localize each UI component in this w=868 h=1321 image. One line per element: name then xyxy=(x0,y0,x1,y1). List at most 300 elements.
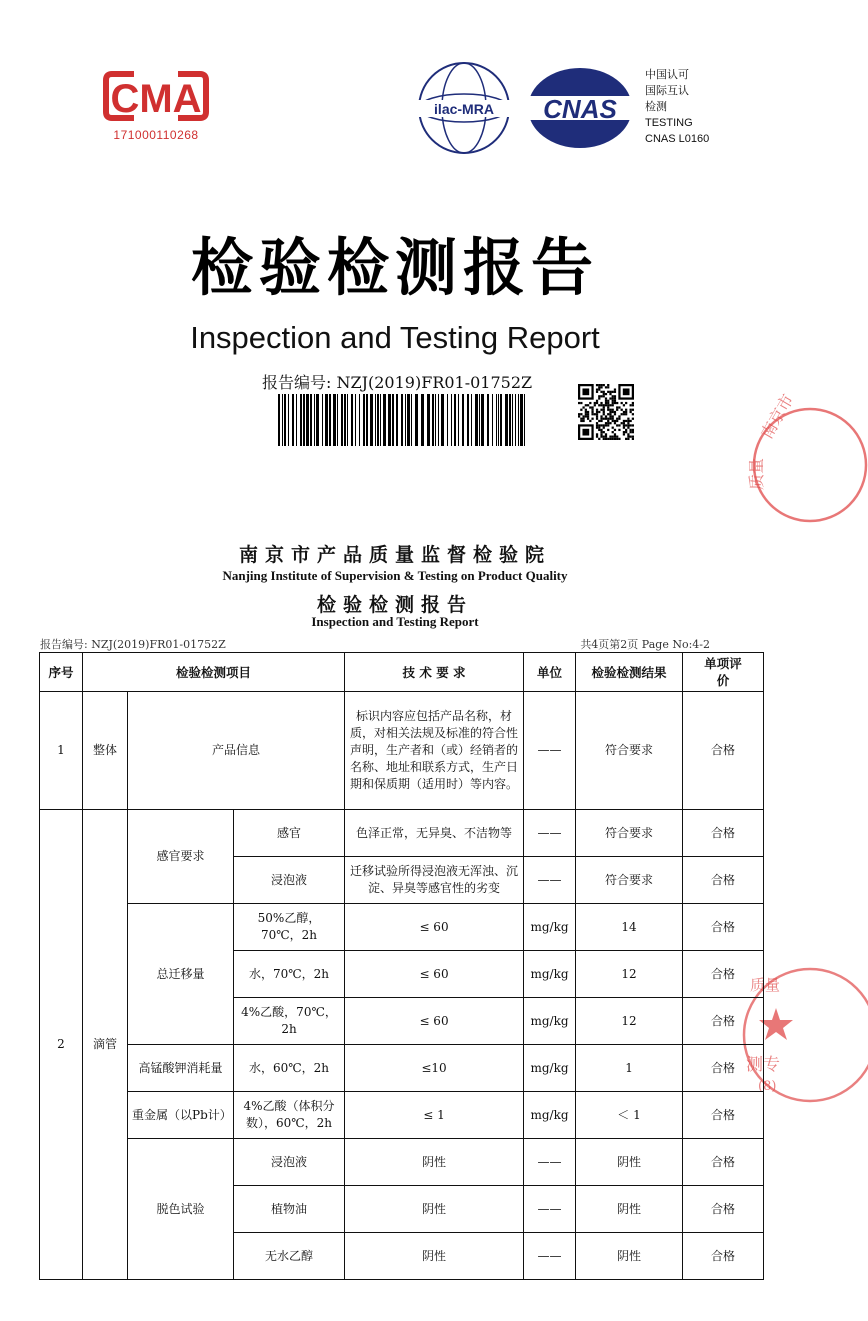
qr-module xyxy=(605,400,607,402)
header-no: 序号 xyxy=(40,653,83,692)
barcode-bar xyxy=(292,394,294,446)
barcode-bar xyxy=(421,394,424,446)
qr-module xyxy=(607,429,609,431)
qr-module xyxy=(609,393,611,395)
test-item: 重金属（以Pb计） xyxy=(128,1092,234,1139)
qr-module xyxy=(596,391,598,393)
barcode-bar xyxy=(380,394,381,446)
qr-module xyxy=(630,404,632,406)
qr-module xyxy=(598,397,600,399)
barcode-bar xyxy=(447,394,448,446)
qr-module xyxy=(630,429,632,431)
table-row xyxy=(40,692,764,810)
qr-module xyxy=(623,433,625,435)
qr-module xyxy=(630,409,632,411)
barcode-bar xyxy=(462,394,464,446)
qr-module xyxy=(596,418,598,420)
qr-module xyxy=(598,429,600,431)
row-unit: —— xyxy=(524,692,576,810)
qr-module xyxy=(623,413,625,415)
test-condition: 水，60℃，2h xyxy=(234,1045,345,1092)
qr-module xyxy=(600,418,602,420)
qr-module xyxy=(632,409,634,411)
requirement-cell: 色泽正常，无异臭、不洁物等 xyxy=(345,810,524,857)
qr-module xyxy=(609,391,611,393)
test-condition: 浸泡液 xyxy=(234,1139,345,1186)
row-requirement: 标识内容应包括产品名称，材质，对相关法规及标准的符合性声明，生产者和（或）经销者的名称、地址和联系方式，生产日期和保质期（适用时）等内容。 xyxy=(345,692,524,810)
institute-name-cn: 南京市产品质量监督检验院 xyxy=(238,544,551,566)
barcode-bar xyxy=(432,394,434,446)
barcode-bar xyxy=(314,394,315,446)
qr-module xyxy=(603,393,605,395)
document-report-number: 报告编号: NZJ(2019)FR01-01752Z xyxy=(40,638,226,651)
barcode-bar xyxy=(451,394,452,446)
barcode-bar xyxy=(515,394,516,446)
qr-module xyxy=(625,438,627,440)
qr-module xyxy=(600,415,602,417)
qr-module xyxy=(609,409,611,411)
qr-module xyxy=(603,411,605,413)
qr-module xyxy=(614,402,616,404)
header-result: 检验检测结果 xyxy=(576,653,683,692)
qr-module xyxy=(614,411,616,413)
qr-module xyxy=(603,427,605,429)
qr-module xyxy=(580,409,582,411)
qr-module xyxy=(603,413,605,415)
barcode-bar xyxy=(407,394,410,446)
cnas-line: CNAS L0160 xyxy=(645,133,710,145)
ilac-text: ilac-MRA xyxy=(434,101,494,117)
test-condition: 4%乙酸（体积分数），60℃，2h xyxy=(234,1092,345,1139)
qr-module xyxy=(607,391,609,393)
qr-module xyxy=(585,415,587,417)
qr-module xyxy=(616,409,618,411)
test-item: 高锰酸钾消耗量 xyxy=(128,1045,234,1092)
requirement-cell: ≤ 60 xyxy=(345,904,524,951)
barcode-bar xyxy=(392,394,394,446)
qr-code xyxy=(578,384,634,440)
qr-module xyxy=(596,415,598,417)
row-number: 1 xyxy=(40,692,83,810)
row-result: 符合要求 xyxy=(576,692,683,810)
barcode-bar xyxy=(351,394,353,446)
qr-module xyxy=(600,431,602,433)
barcode-bar xyxy=(347,394,348,446)
eval-cell: 合格 xyxy=(683,951,764,998)
institute-name-en: Nanjing Institute of Supervision & Testing on Product Quality xyxy=(222,568,568,583)
unit-cell: mg/kg xyxy=(524,904,576,951)
qr-module xyxy=(632,431,634,433)
qr-module xyxy=(591,411,593,413)
qr-module xyxy=(605,415,607,417)
qr-module xyxy=(580,420,582,422)
qr-module xyxy=(600,409,602,411)
qr-module xyxy=(605,433,607,435)
qr-module xyxy=(598,388,600,390)
result-cell: 12 xyxy=(576,951,683,998)
barcode-bar xyxy=(479,394,480,446)
qr-module xyxy=(607,438,609,440)
qr-module xyxy=(616,436,618,438)
qr-module xyxy=(603,424,605,426)
row-category: 滴管 xyxy=(83,810,128,1280)
barcode-bar xyxy=(278,394,280,446)
page-info: 共4页第2页 Page No:4-2 xyxy=(580,638,710,651)
qr-module xyxy=(607,418,609,420)
barcode-bar xyxy=(355,394,356,446)
row-category: 整体 xyxy=(83,692,128,810)
qr-module xyxy=(589,406,591,408)
unit-cell: —— xyxy=(524,857,576,904)
qr-module xyxy=(612,420,614,422)
requirement-cell: ≤ 1 xyxy=(345,1092,524,1139)
qr-module xyxy=(625,429,627,431)
qr-module xyxy=(625,420,627,422)
qr-module xyxy=(609,411,611,413)
qr-module xyxy=(587,413,589,415)
qr-module xyxy=(607,406,609,408)
requirement-cell: 迁移试验所得浸泡液无浑浊、沉淀、异臭等感官性的劣变 xyxy=(345,857,524,904)
qr-module xyxy=(618,406,620,408)
decolor-group: 脱色试验 xyxy=(128,1139,234,1280)
ilac-mra-logo xyxy=(416,60,512,156)
qr-module xyxy=(605,402,607,404)
barcode-bar xyxy=(500,394,502,446)
red-seal-stamp xyxy=(747,390,868,530)
requirement-cell: ≤10 xyxy=(345,1045,524,1092)
barcode-bar xyxy=(481,394,484,446)
barcode-bar xyxy=(363,394,365,446)
qr-module xyxy=(603,409,605,411)
qr-module xyxy=(607,402,609,404)
results-table xyxy=(39,652,764,1280)
qr-module xyxy=(600,433,602,435)
qr-module xyxy=(609,404,611,406)
qr-module xyxy=(607,420,609,422)
barcode-bar xyxy=(288,394,289,446)
qr-module xyxy=(612,431,614,433)
qr-module xyxy=(625,402,627,404)
qr-module xyxy=(605,404,607,406)
table-row xyxy=(40,1092,764,1139)
qr-module xyxy=(605,438,607,440)
qr-module xyxy=(609,415,611,417)
barcode-bar xyxy=(487,394,489,446)
barcode-bar xyxy=(306,394,309,446)
qr-module xyxy=(596,400,598,402)
qr-module xyxy=(632,436,634,438)
qr-module xyxy=(627,420,629,422)
qr-module xyxy=(609,422,611,424)
qr-module xyxy=(605,418,607,420)
barcode-bar xyxy=(282,394,283,446)
qr-module xyxy=(630,436,632,438)
migration-group: 总迁移量 xyxy=(128,904,234,1045)
qr-module xyxy=(585,411,587,413)
requirement-cell: 阴性 xyxy=(345,1186,524,1233)
table-header-row xyxy=(40,653,764,692)
header-unit: 单位 xyxy=(524,653,576,692)
qr-module xyxy=(578,413,580,415)
cnas-line: 国际互认 xyxy=(645,85,689,97)
qr-module xyxy=(587,415,589,417)
unit-cell: —— xyxy=(524,1233,576,1280)
test-condition: 水，70℃，2h xyxy=(234,951,345,998)
qr-module xyxy=(623,431,625,433)
barcode-bar xyxy=(458,394,459,446)
barcode-bar xyxy=(438,394,439,446)
qr-module xyxy=(582,406,584,408)
requirement-cell: 阴性 xyxy=(345,1139,524,1186)
qr-module xyxy=(580,418,582,420)
qr-module xyxy=(580,402,582,404)
qr-module xyxy=(614,413,616,415)
result-cell: 1 xyxy=(576,1045,683,1092)
unit-cell: mg/kg xyxy=(524,1092,576,1139)
qr-module xyxy=(625,409,627,411)
unit-cell: mg/kg xyxy=(524,1045,576,1092)
qr-module xyxy=(612,438,614,440)
result-cell: 阴性 xyxy=(576,1139,683,1186)
qr-module xyxy=(612,411,614,413)
qr-module xyxy=(630,411,632,413)
sensory-group: 感官要求 xyxy=(128,810,234,904)
svg-text:测专: 测专 xyxy=(746,1055,780,1075)
table-row xyxy=(40,904,764,951)
qr-module xyxy=(618,429,620,431)
test-condition: 50%乙醇，70℃，2h xyxy=(234,904,345,951)
qr-module xyxy=(607,386,609,388)
qr-module xyxy=(600,384,602,386)
qr-module xyxy=(612,395,614,397)
barcode-bar xyxy=(496,394,497,446)
qr-module xyxy=(585,413,587,415)
cma-number: 171000110268 xyxy=(113,128,199,142)
qr-module xyxy=(616,402,618,404)
barcode-bar xyxy=(337,394,338,446)
qr-module xyxy=(600,404,602,406)
svg-text:质量: 质量 xyxy=(747,457,766,490)
qr-module xyxy=(596,427,598,429)
qr-module xyxy=(618,415,620,417)
qr-module xyxy=(603,384,605,386)
cnas-line: 检测 xyxy=(645,101,667,113)
eval-cell: 合格 xyxy=(683,810,764,857)
barcode-bar xyxy=(396,394,398,446)
requirement-cell: ≤ 60 xyxy=(345,998,524,1045)
qr-module xyxy=(632,404,634,406)
qr-module xyxy=(605,393,607,395)
result-cell: 符合要求 xyxy=(576,857,683,904)
qr-module xyxy=(623,404,625,406)
header-requirement: 技 术 要 求 xyxy=(345,653,524,692)
qr-module xyxy=(612,415,614,417)
qr-module xyxy=(627,427,629,429)
barcode-bar xyxy=(520,394,523,446)
qr-module xyxy=(618,438,620,440)
qr-module xyxy=(600,386,602,388)
qr-module xyxy=(614,429,616,431)
stamp-code: (8) xyxy=(758,1079,777,1094)
unit-cell: —— xyxy=(524,810,576,857)
qr-module xyxy=(587,418,589,420)
barcode-bar xyxy=(383,394,386,446)
svg-text:质量: 质量 xyxy=(750,976,781,994)
qr-module xyxy=(627,424,629,426)
qr-module xyxy=(623,424,625,426)
barcode-bar xyxy=(405,394,406,446)
result-cell: 符合要求 xyxy=(576,810,683,857)
barcode-bar xyxy=(435,394,436,446)
barcode-bar xyxy=(300,394,302,446)
qr-module xyxy=(598,411,600,413)
qr-module xyxy=(585,409,587,411)
barcode-bar xyxy=(388,394,391,446)
qr-module xyxy=(598,420,600,422)
qr-module xyxy=(600,429,602,431)
qr-module xyxy=(612,409,614,411)
qr-module xyxy=(614,395,616,397)
qr-module xyxy=(603,391,605,393)
report-title-en: Inspection and Testing Report xyxy=(190,320,600,355)
qr-module xyxy=(607,413,609,415)
barcode-bar xyxy=(333,394,336,446)
barcode-bar xyxy=(325,394,328,446)
qr-module xyxy=(609,413,611,415)
qr-module xyxy=(612,400,614,402)
svg-text:南京市: 南京市 xyxy=(757,390,798,442)
qr-module xyxy=(596,433,598,435)
barcode-bar xyxy=(310,394,312,446)
qr-module xyxy=(607,424,609,426)
qr-module xyxy=(596,384,598,386)
barcode-bar xyxy=(303,394,305,446)
qr-module xyxy=(621,413,623,415)
qr-module xyxy=(598,427,600,429)
qr-module xyxy=(627,418,629,420)
qr-module xyxy=(614,436,616,438)
qr-module xyxy=(632,413,634,415)
qr-module xyxy=(598,395,600,397)
result-cell: 14 xyxy=(576,904,683,951)
document-subtitle-en: Inspection and Testing Report xyxy=(311,614,479,629)
qr-module xyxy=(616,438,618,440)
qr-module xyxy=(582,420,584,422)
test-condition: 4%乙酸，70℃，2h xyxy=(234,998,345,1045)
qr-module xyxy=(596,388,598,390)
eval-cell: 合格 xyxy=(683,904,764,951)
qr-module xyxy=(594,404,596,406)
eval-cell: 合格 xyxy=(683,1139,764,1186)
test-condition: 浸泡液 xyxy=(234,857,345,904)
qr-module xyxy=(607,384,609,386)
cnas-line: 中国认可 xyxy=(645,69,689,81)
qr-module xyxy=(578,402,580,404)
qr-module xyxy=(614,391,616,393)
header-item: 检验检测项目 xyxy=(83,653,345,692)
qr-module xyxy=(585,404,587,406)
barcode-bar xyxy=(322,394,323,446)
qr-module xyxy=(618,418,620,420)
cma-logo xyxy=(104,70,208,122)
barcode-bar xyxy=(375,394,376,446)
qr-module xyxy=(623,427,625,429)
qr-module xyxy=(598,386,600,388)
qr-module xyxy=(603,438,605,440)
qr-finder xyxy=(582,388,589,395)
eval-cell: 合格 xyxy=(683,1092,764,1139)
qr-module xyxy=(589,420,591,422)
qr-module xyxy=(632,429,634,431)
qr-module xyxy=(632,438,634,440)
table-row xyxy=(40,1139,764,1186)
qr-module xyxy=(623,422,625,424)
header-eval: 单项评价 xyxy=(683,653,764,692)
qr-module xyxy=(616,420,618,422)
barcode-bar xyxy=(377,394,379,446)
cnas-line: TESTING xyxy=(645,117,693,129)
qr-module xyxy=(596,411,598,413)
unit-cell: mg/kg xyxy=(524,951,576,998)
qr-module xyxy=(605,436,607,438)
qr-module xyxy=(627,436,629,438)
barcode-bar xyxy=(341,394,343,446)
qr-module xyxy=(625,411,627,413)
qr-module xyxy=(607,409,609,411)
qr-module xyxy=(603,436,605,438)
eval-cell: 合格 xyxy=(683,857,764,904)
barcode-bar xyxy=(427,394,430,446)
qr-module xyxy=(614,433,616,435)
qr-module xyxy=(594,402,596,404)
barcode-bar xyxy=(512,394,513,446)
cnas-accreditation-text xyxy=(645,67,709,147)
barcode-bar xyxy=(471,394,472,446)
qr-module xyxy=(596,402,598,404)
qr-module xyxy=(591,418,593,420)
barcode-bar xyxy=(518,394,519,446)
qr-module xyxy=(630,420,632,422)
qr-module xyxy=(591,413,593,415)
qr-module xyxy=(609,397,611,399)
unit-cell: mg/kg xyxy=(524,998,576,1045)
qr-module xyxy=(614,400,616,402)
qr-module xyxy=(598,384,600,386)
qr-module xyxy=(600,391,602,393)
qr-module xyxy=(578,415,580,417)
barcode-bar xyxy=(370,394,373,446)
qr-module xyxy=(616,424,618,426)
qr-module xyxy=(612,436,614,438)
eval-cell: 合格 xyxy=(683,1045,764,1092)
qr-module xyxy=(621,409,623,411)
qr-module xyxy=(612,402,614,404)
qr-module xyxy=(603,406,605,408)
qr-module xyxy=(612,427,614,429)
barcode xyxy=(278,394,528,446)
barcode-bar xyxy=(498,394,499,446)
test-condition: 植物油 xyxy=(234,1186,345,1233)
qr-module xyxy=(618,424,620,426)
qr-module xyxy=(589,402,591,404)
qr-module xyxy=(580,413,582,415)
report-number: 报告编号: NZJ(2019)FR01-01752Z xyxy=(262,373,533,392)
qr-module xyxy=(612,391,614,393)
qr-module xyxy=(612,397,614,399)
barcode-bar xyxy=(509,394,511,446)
barcode-bar xyxy=(284,394,286,446)
qr-module xyxy=(598,404,600,406)
